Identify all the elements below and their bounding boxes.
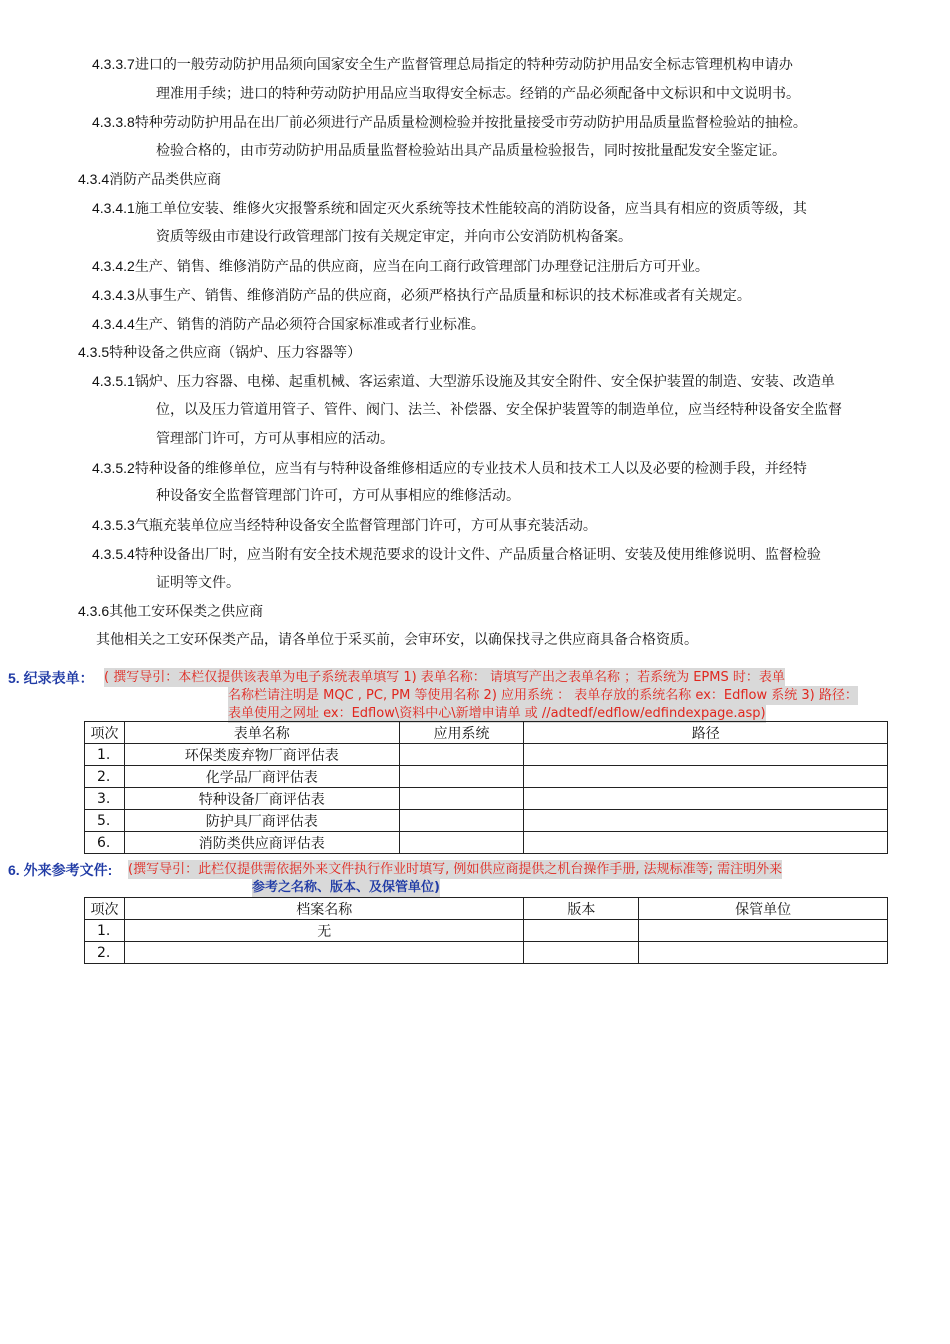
version	[524, 942, 639, 964]
header-cell: 保管单位	[639, 898, 888, 920]
row-index: 3.	[85, 788, 125, 810]
item-4-3-3-7	[92, 50, 793, 80]
section5-guide-line3: 表单使用之网址 ex：Edflow\资料中心\新增申请单 或 //adtedf/edflow/edfindexpage.asp)	[228, 706, 766, 721]
file-name: 无	[124, 920, 523, 942]
item-4-3-6-body: 其他相关之工安环保类产品，请各单位于采买前，会审环安，以确保找寻之供应商具备合格资质。	[96, 632, 698, 648]
header-cell: 项次	[85, 898, 125, 920]
section6-guide-line1: (撰写导引：此栏仅提供需依据外来文件执行作业时填写, 例如供应商提供之机台操作手册, 法规标准等; 需注明外来	[128, 862, 783, 877]
header-cell: 项次	[85, 722, 125, 744]
item-4-3-5-4	[92, 540, 821, 570]
item-number: 4.3.5.2	[92, 460, 135, 476]
table-row	[85, 788, 888, 810]
row-index: 6.	[85, 832, 125, 854]
item-text: 锅炉、压力容器、电梯、起重机械、客运索道、大型游乐设施及其安全附件、安全保护装置的制造、安装、改造单	[134, 374, 835, 390]
item-4-3-3-8	[92, 108, 807, 138]
section5-guide-line1: ( 撰写导引：本栏仅提供该表单为电子系统表单填写 1) 表单名称： 请填写产出之表单名称 ；若系统为 EPMS 时：表单	[104, 670, 785, 685]
item-text: 生产、销售的消防产品必须符合国家标准或者行业标准。	[134, 317, 485, 333]
table-header-row	[85, 722, 888, 744]
section5-guide-line2: 名称栏请注明是 MQC , PC, PM 等使用名称 2) 应用系统 ： 表单存放的系统名称 ex：Edflow 系统 3) 路径：	[228, 688, 858, 703]
item-text: 消防产品类供应商	[109, 172, 222, 188]
row-index: 1.	[85, 744, 125, 766]
item-4-3-5-3	[92, 511, 597, 541]
item-number: 4.3.4.4	[92, 316, 135, 332]
table-row	[85, 744, 888, 766]
item-text: 其他工安环保类之供应商	[109, 604, 264, 620]
records-table	[84, 721, 888, 854]
item-4-3-5-2-cont: 种设备安全监督管理部门许可，方可从事相应的维修活动。	[156, 488, 520, 504]
item-number: 4.3.5.4	[92, 546, 135, 562]
file-name	[124, 942, 523, 964]
item-number: 4.3.5	[78, 344, 110, 360]
item-text: 施工单位安装、维修火灾报警系统和固定灭火系统等技术性能较高的消防设备，应当具有相应的资质等级，其	[134, 201, 807, 217]
item-number: 4.3.4.1	[92, 200, 135, 216]
item-4-3-5	[78, 338, 361, 368]
item-number: 4.3.5.3	[92, 517, 135, 533]
item-4-3-5-2	[92, 454, 807, 484]
row-index: 2.	[85, 942, 125, 964]
item-4-3-3-8-cont: 检验合格的，由市劳动防护用品质量监督检验站出具产品质量检验报告，同时按批量配发安全鉴定证。	[156, 143, 786, 159]
item-number: 4.3.3.7	[92, 56, 135, 72]
form-name: 特种设备厂商评估表	[124, 788, 399, 810]
item-4-3-4-4	[92, 310, 485, 340]
item-4-3-5-4-cont: 证明等文件。	[156, 575, 240, 591]
table-row	[85, 766, 888, 788]
item-4-3-3-7-cont: 理准用手续；进口的特种劳动防护用品应当取得安全标志。经销的产品必须配备中文标识和中文说明书。	[156, 86, 800, 102]
item-4-3-5-1-cont: 位，以及压力管道用管子、管件、阀门、法兰、补偿器、安全保护装置等的制造单位，应当经特种设备安全监督	[156, 402, 842, 418]
item-number: 4.3.6	[78, 603, 110, 619]
item-text: 生产、销售、维修消防产品的供应商，应当在向工商行政管理部门办理登记注册后方可开业。	[134, 259, 709, 275]
item-text: 特种劳动防护用品在出厂前必须进行产品质量检测检验并按批量接受市劳动防护用品质量监督检验站的抽检。	[134, 115, 807, 131]
form-name: 防护具厂商评估表	[124, 810, 399, 832]
row-index: 5.	[85, 810, 125, 832]
row-index: 2.	[85, 766, 125, 788]
item-4-3-6	[78, 597, 263, 627]
item-4-3-4-1	[92, 194, 807, 224]
item-text: 特种设备的维修单位，应当有与特种设备维修相适应的专业技术人员和技术工人以及必要的检测手段，并经特	[134, 461, 807, 477]
item-4-3-4	[78, 165, 221, 195]
section6-title: 6. 外来参考文件:	[8, 862, 113, 878]
path	[524, 744, 888, 766]
form-name: 环保类废弃物厂商评估表	[124, 744, 399, 766]
item-number: 4.3.3.8	[92, 114, 135, 130]
app-system	[399, 788, 524, 810]
form-name: 消防类供应商评估表	[124, 832, 399, 854]
item-text: 特种设备出厂时，应当附有安全技术规范要求的设计文件、产品质量合格证明、安装及使用维修说明、监督检验	[134, 547, 821, 563]
item-4-3-5-1	[92, 367, 835, 397]
app-system	[399, 766, 524, 788]
item-text: 进口的一般劳动防护用品须向国家安全生产监督管理总局指定的特种劳动防护用品安全标志管理机构申请办	[134, 57, 793, 73]
header-cell: 应用系统	[399, 722, 524, 744]
item-number: 4.3.4	[78, 171, 110, 187]
custodian	[639, 920, 888, 942]
path	[524, 810, 888, 832]
item-number: 4.3.4.3	[92, 287, 135, 303]
custodian	[639, 942, 888, 964]
reference-docs-table	[84, 897, 888, 964]
app-system	[399, 744, 524, 766]
table-row	[85, 832, 888, 854]
path	[524, 766, 888, 788]
item-4-3-4-2	[92, 252, 709, 282]
app-system	[399, 810, 524, 832]
table-row	[85, 942, 888, 964]
table-header-row	[85, 898, 888, 920]
item-4-3-5-1-cont2: 管理部门许可，方可从事相应的活动。	[156, 431, 394, 447]
item-number: 4.3.4.2	[92, 258, 135, 274]
item-text: 特种设备之供应商（锅炉、压力容器等）	[109, 345, 362, 361]
item-4-3-4-1-cont: 资质等级由市建设行政管理部门按有关规定审定，并向市公安消防机构备案。	[156, 229, 632, 245]
path	[524, 832, 888, 854]
section6-guide-line2: 参考之名称、版本、及保管单位)	[252, 880, 440, 895]
table-row	[85, 920, 888, 942]
header-cell: 路径	[524, 722, 888, 744]
form-name: 化学品厂商评估表	[124, 766, 399, 788]
header-cell: 版本	[524, 898, 639, 920]
path	[524, 788, 888, 810]
row-index: 1.	[85, 920, 125, 942]
item-number: 4.3.5.1	[92, 373, 135, 389]
table-row	[85, 810, 888, 832]
item-text: 气瓶充装单位应当经特种设备安全监督管理部门许可，方可从事充装活动。	[134, 518, 597, 534]
header-cell: 表单名称	[124, 722, 399, 744]
item-4-3-4-3	[92, 281, 751, 311]
section5-title: 5. 纪录表单：	[8, 670, 94, 686]
header-cell: 档案名称	[124, 898, 523, 920]
version	[524, 920, 639, 942]
app-system	[399, 832, 524, 854]
item-text: 从事生产、销售、维修消防产品的供应商，必须严格执行产品质量和标识的技术标准或者有关规定。	[134, 288, 751, 304]
